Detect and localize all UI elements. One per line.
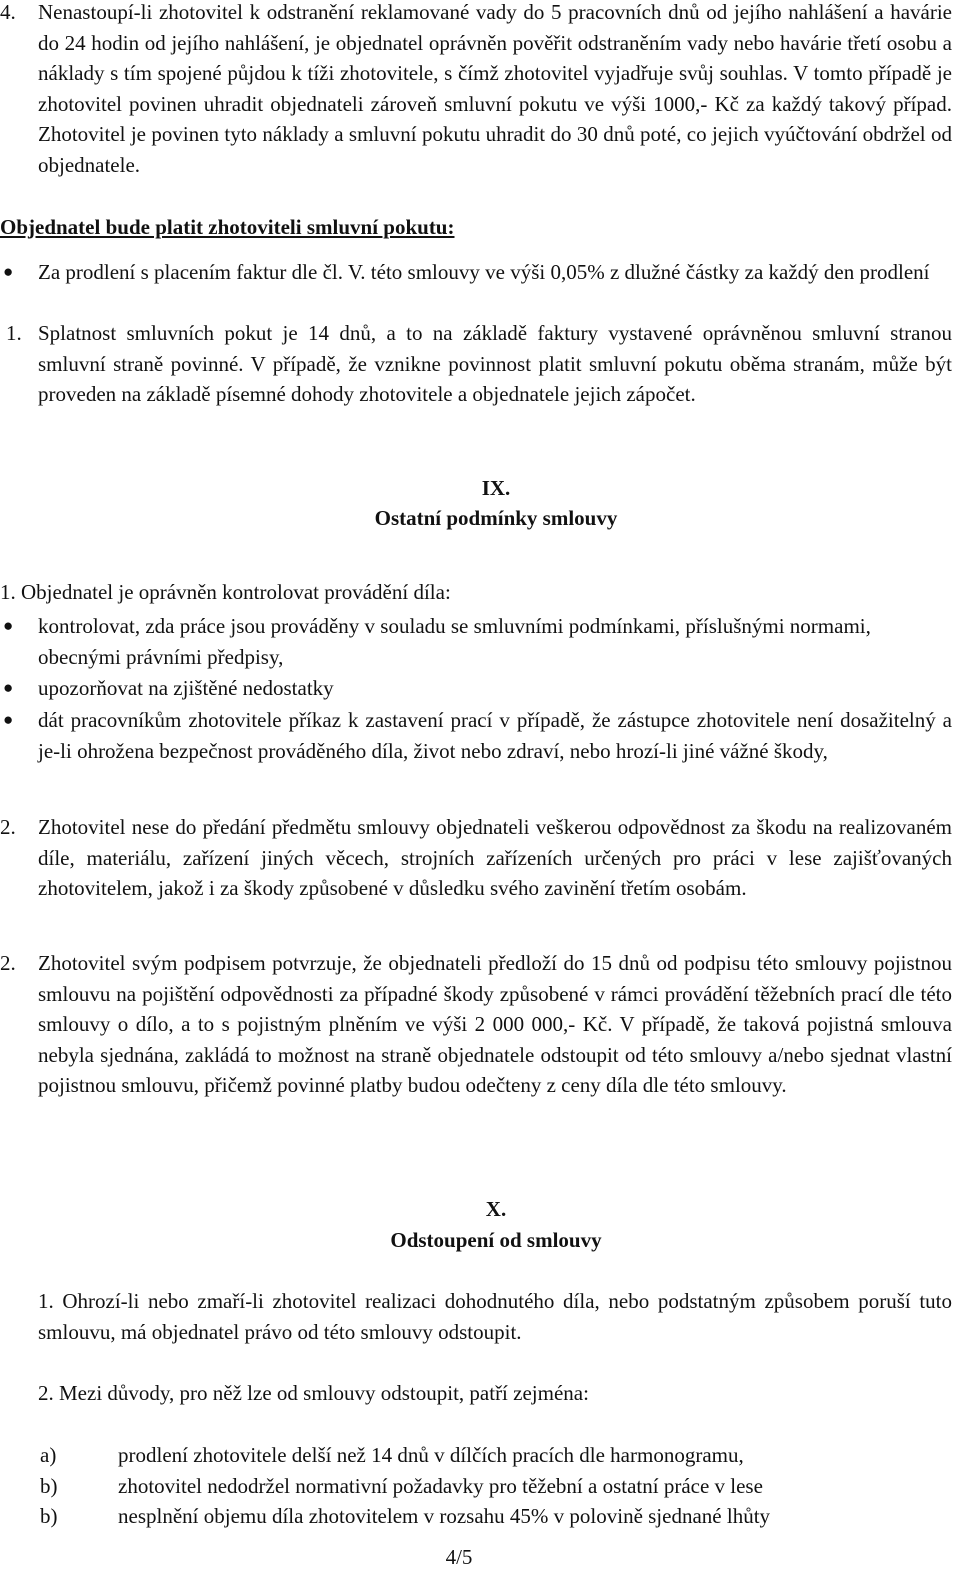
penalty-bullet-text: Za prodlení s placením faktur dle čl. V. této smlouvy ve výši 0,05% z dlužné částky za každý den prodlení — [38, 260, 930, 284]
control-bullet-item — [0, 705, 960, 797]
clause-number: 2. — [0, 951, 16, 975]
section-10-item-1: 1. Ohrozí-li nebo zmaří-li zhotovitel realizaci dohodnutého díla, nebo podstatným způsobem poruší tuto smlouvu, má objednatel právo od této smlouvy odstoupit. — [38, 1289, 952, 1344]
section-9-item-1-intro: 1. Objednatel je oprávněn kontrolovat provádění díla: — [0, 580, 451, 604]
reason-label: a) — [40, 1443, 57, 1467]
bullet-icon: ● — [3, 710, 14, 729]
reason-text: prodlení zhotovitele delší než 14 dnů v dílčích pracích dle harmonogramu, — [118, 1443, 744, 1467]
clause-number: 2. — [0, 815, 16, 839]
clause-text: Splatnost smluvních pokut je 14 dnů, a to na základě faktury vystavené oprávněnou smluvní stranou smluvní straně povinné. V případě, že vznikne povinnost platit smluvní pokutu oběma stranám, může být proveden na základě písemné dohody zhotovitele a objednatele jejich zápočet. — [38, 321, 952, 406]
control-bullet-item — [0, 673, 960, 704]
section-10-item-2: 2. Mezi důvody, pro něž lze od smlouvy odstoupit, patří zejména: — [38, 1381, 589, 1405]
penalty-bullet-item — [0, 257, 960, 319]
clause-number: 1. — [6, 321, 22, 345]
section-9-clause-2a — [0, 812, 960, 934]
section-10-numeral: X. — [485, 1197, 507, 1221]
penalty-clause-1 — [0, 318, 960, 440]
clause-number: 4. — [0, 0, 16, 24]
clause-text: Zhotovitel nese do předání předmětu smlouvy objednateli veškerou odpovědnost za škodu na realizovaném díle, materiálu, zařízení jiných věcech, strojních zařízeních určených pro práci v lese zajišťovaných zhotovitelem, jakož i za škody způsobené v důsledku svého zavinění třetím osobám. — [38, 815, 952, 900]
reason-text: nesplnění objemu díla zhotovitelem v rozsahu 45% v polovině sjednané lhůty — [118, 1504, 771, 1528]
section-9-clause-2b — [0, 948, 960, 1162]
control-bullet-text: upozorňovat na zjištěné nedostatky — [38, 676, 334, 700]
page-number: 4/5 — [445, 1545, 473, 1569]
reason-label: b) — [40, 1474, 58, 1498]
control-bullet-text: dát pracovníkům zhotovitele příkaz k zastavení prací v případě, že zástupce zhotovitele není dosažitelný a je-li ohrožena bezpečnost prováděného díla, život nebo zdraví, nebo hrozí-li jiné vážné škody, — [38, 708, 952, 763]
clause-text: Zhotovitel svým podpisem potvrzuje, že objednateli předloží do 15 dnů od podpisu této smlouvy pojistnou smlouvu na pojištění odpovědnosti za případné škody způsobené v rámci provádění těžebních prací dle této smlouvy o dílo, a to s pojistným plněním ve výši 2 000 000,- Kč. V případě, že taková pojistná smlouva nebyla sjednána, zakládá to možnost na straně objednatele odstoupit od této smlouvy a/nebo sjednat vlastní pojistnou smlouvu, přičemž povinné platby budou odečteny z ceny díla dle této smlouvy. — [38, 951, 952, 1097]
bullet-icon: ● — [3, 616, 14, 635]
penalty-heading: Objednatel bude platit zhotoviteli smluvní pokutu: — [0, 215, 455, 239]
bullet-icon: ● — [3, 262, 14, 281]
bullet-icon: ● — [3, 678, 14, 697]
clause-text: Nenastoupí-li zhotovitel k odstranění reklamované vady do 5 pracovních dnů od jejího nahlášení a havárie do 24 hodin od jejího nahlášení, je objednatel oprávněn pověřit odstraněním vady nebo havárie třetí osobu a náklady s tím spojené půjdou k tíži zhotovitele, s čímž zhotovitel vyjadřuje svůj souhlas. V tomto případě je zhotovitel povinen uhradit objednateli zároveň smluvní pokutu ve výši 1000,- Kč za každý takový případ. Zhotovitel je povinen tyto náklady a smluvní pokutu uhradit do 30 dnů poté, co jejich vyúčtování obdržel od objednatele. — [38, 0, 952, 177]
control-bullet-text: kontrolovat, zda práce jsou prováděny v souladu se smluvními podmínkami, příslušnými normami, obecnými právními předpisy, — [38, 614, 871, 669]
section-9-numeral: IX. — [481, 476, 511, 500]
section-10-title: Odstoupení od smlouvy — [390, 1228, 602, 1252]
reason-text: zhotovitel nedodržel normativní požadavky pro těžební a ostatní práce v lese — [118, 1474, 763, 1498]
section-9-title: Ostatní podmínky smlouvy — [374, 506, 618, 530]
reason-item — [0, 1501, 960, 1532]
clause-4 — [0, 0, 960, 212]
reason-item — [0, 1440, 960, 1471]
reason-item — [0, 1471, 960, 1502]
control-bullet-item — [0, 611, 960, 673]
reason-label: b) — [40, 1504, 58, 1528]
